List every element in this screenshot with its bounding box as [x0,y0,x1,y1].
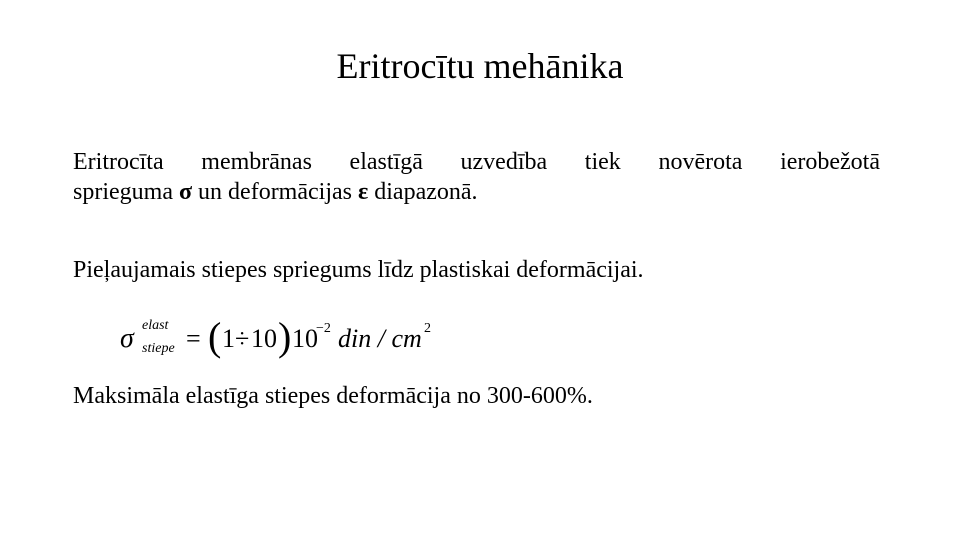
epsilon-symbol: ε [357,179,369,205]
formula-exponent: −2 [316,321,331,336]
slide-title: Eritrocītu mehānika [336,46,624,86]
formula-open-paren: ( [208,314,222,359]
formula-equals: = [186,324,201,353]
paragraph-line-2 [73,177,880,207]
text-segment: un deformācijas [192,179,358,205]
formula-superscript: elast [142,318,169,333]
formula-unit-exponent: 2 [424,321,431,336]
paragraph-membrane-elasticity [73,147,880,207]
text-segment: sprieguma [73,179,179,205]
stress-formula [120,313,440,359]
formula-lower: 1 [222,324,235,353]
sigma-symbol: σ [178,179,193,205]
formula-sigma: σ [120,323,134,354]
formula-upper: 10 [251,324,277,353]
formula-divide: ÷ [235,324,250,353]
paragraph-max-deformation: Maksimāla elastīga stiepes deformācija no 300-600%. [73,383,593,409]
formula-base: 10 [292,324,318,353]
formula-graphic [120,313,440,359]
formula-subscript: stiepe [142,341,175,356]
paragraph-line-1: Eritrocīta membrānas elastīgā uzvedība tiek novērota ierobežotā [73,149,880,175]
text-segment: diapazonā. [368,179,478,205]
paragraph-allowed-stress: Pieļaujamais stiepes spriegums līdz plastiskai deformācijai. [73,257,644,283]
formula-close-paren: ) [278,314,292,359]
formula-unit: din / cm [338,324,422,353]
